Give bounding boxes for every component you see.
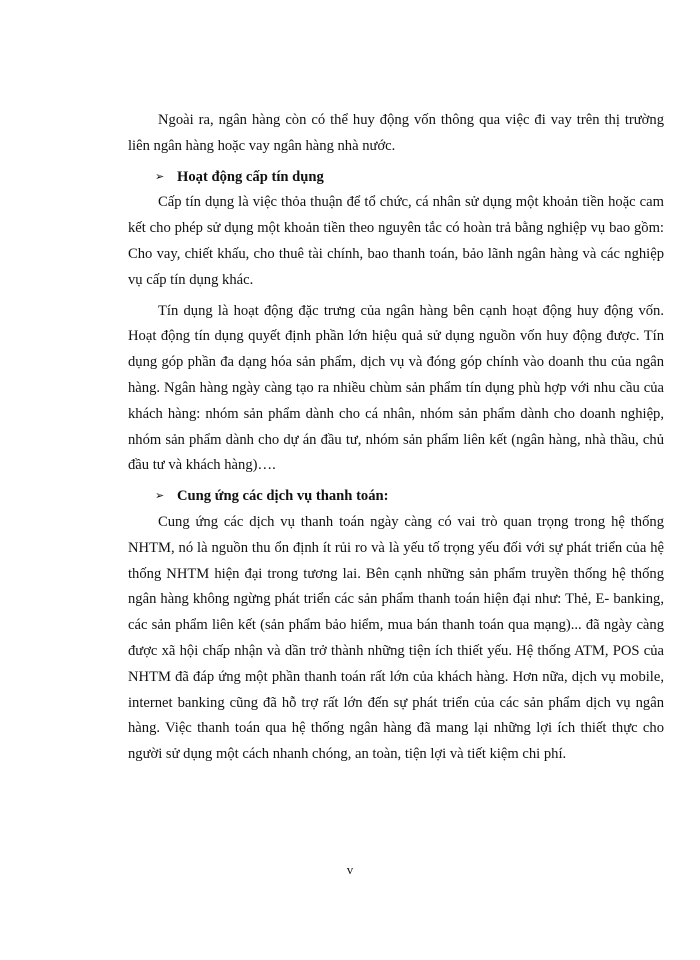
paragraph-intro: Ngoài ra, ngân hàng còn có thể huy động vốn thông qua việc đi vay trên thị trường liên ngân hàng hoặc vay ngân hàng nhà nước. xyxy=(128,112,664,154)
page-body xyxy=(128,108,664,768)
heading-payment-text: Cung ứng các dịch vụ thanh toán: xyxy=(177,488,389,505)
heading-credit xyxy=(128,165,664,191)
page-number: v xyxy=(346,862,354,877)
heading-payment xyxy=(128,484,664,510)
paragraph-credit-definition: Cấp tín dụng là việc thỏa thuận để tổ chức, cá nhân sử dụng một khoản tiền hoặc cam kết cho phép sử dụng một khoản tiền theo nguyên tắc có hoàn trả bằng nghiệp vụ bao gồm: Cho vay, chiết khấu, cho thuê tài chính, bao thanh toán, bảo lãnh ngân hàng và các nghiệp vụ cấp tín dụng khác. xyxy=(128,194,664,288)
paragraph-credit-role: Tín dụng là hoạt động đặc trưng của ngân hàng bên cạnh hoạt động huy động vốn. Hoạt động tín dụng quyết định phần lớn hiệu quả sử dụng nguồn vốn huy động được. Tín dụng góp phần đa dạng hóa sản phẩm, dịch vụ và đóng góp chính vào doanh thu của ngân hàng. Ngân hàng ngày càng tạo ra nhiều chùm sản phẩm tín dụng phù hợp với nhu cầu của khách hàng: nhóm sản phẩm dành cho cá nhân, nhóm sản phẩm dành cho doanh nghiệp, nhóm sản phẩm dành cho dự án đầu tư, nhóm sản phẩm liên kết (ngân hàng, nhà thầu, chủ đầu tư và khách hàng)…. xyxy=(128,302,664,474)
paragraph-payment: Cung ứng các dịch vụ thanh toán ngày càng có vai trò quan trọng trong hệ thống NHTM, nó là nguồn thu ổn định ít rủi ro và là yếu tố trọng yếu đối với sự phát triển của hệ thống NHTM hiện đại trong tương lai. Bên cạnh những sản phẩm truyền thống hệ thống ngân hàng không ngừng phát triển các sản phẩm thanh toán hiện đại như: Thẻ, E- banking, các sản phẩm liên kết (sản phẩm bảo hiểm, mua bán thanh toán qua mạng)... đã ngày càng được xã hội chấp nhận và dần trở thành những tiện ích thiết yếu. Hệ thống ATM, POS của NHTM đã đáp ứng một phần thanh toán rất lớn của khách hàng. Hơn nữa, dịch vụ mobile, internet banking cũng đã hỗ trợ rất lớn đến sự phát triển của các sản phẩm dịch vụ ngân hàng. Việc thanh toán qua hệ thống ngân hàng đã mang lại những lợi ích thiết thực cho người sử dụng một cách nhanh chóng, an toàn, tiện lợi và tiết kiệm chi phí. xyxy=(128,513,664,763)
arrow-bullet-icon: ➢ xyxy=(155,170,165,183)
arrow-bullet-icon: ➢ xyxy=(155,490,165,503)
heading-credit-text: Hoạt động cấp tín dụng xyxy=(177,168,324,185)
